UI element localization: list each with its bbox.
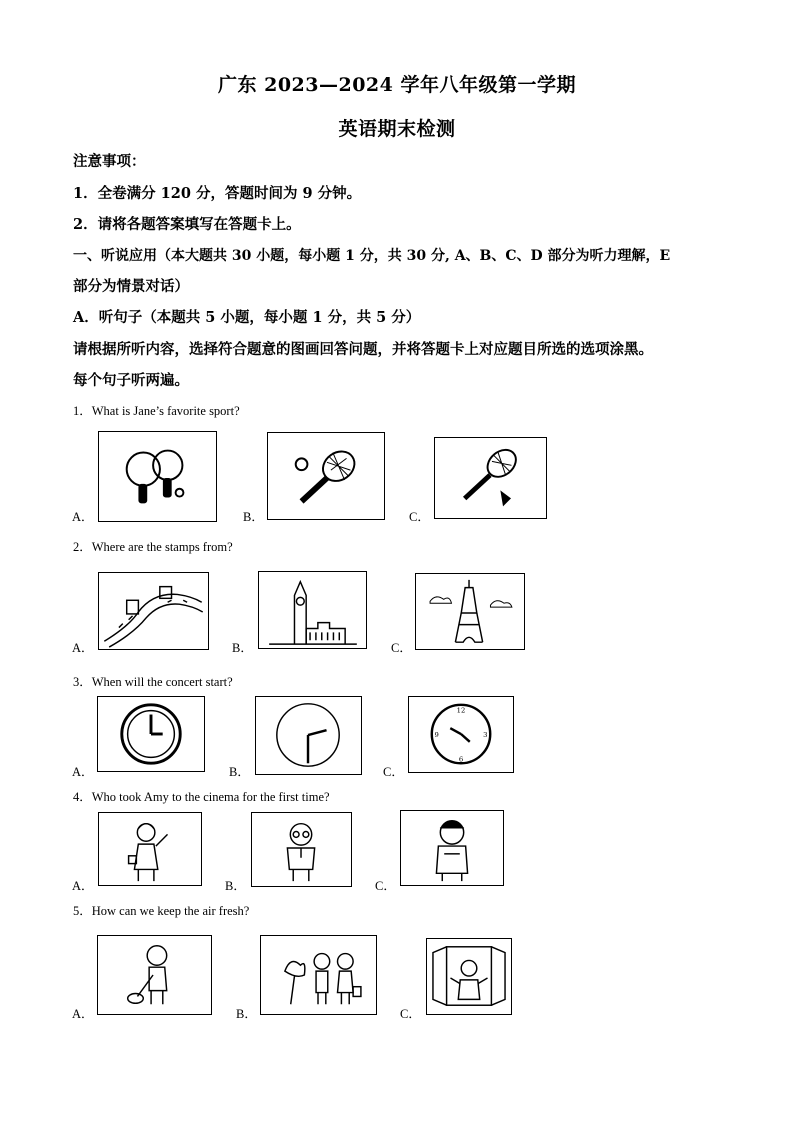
- grandmother-icon: [401, 811, 503, 885]
- q3-option-a-label[interactable]: A．: [72, 765, 94, 779]
- q4-option-b-image[interactable]: [251, 812, 352, 887]
- clock-icon: [256, 697, 361, 774]
- planting-tree-icon: [261, 936, 376, 1014]
- q3-option-c-label[interactable]: C．: [383, 765, 404, 779]
- q3-option-b-image[interactable]: [255, 696, 362, 775]
- q3-option-a-image[interactable]: [97, 696, 205, 772]
- tennis-icon: [268, 433, 384, 519]
- svg-text:3: 3: [483, 730, 488, 739]
- notes-item-1: 1．全卷满分 120 分，答题时间为 9 分钟。: [73, 185, 362, 202]
- q4-option-c-label[interactable]: C．: [375, 879, 396, 893]
- q5-option-a-label[interactable]: A．: [72, 1007, 94, 1021]
- section-title-line-1: 一、听说应用（本大题共 30 小题，每小题 1 分，共 30 分, A、B、C、D 部分为听力理解，E: [73, 248, 671, 264]
- page-subtitle: 英语期末检测: [338, 118, 456, 140]
- question-5: 5．How can we keep the air fresh?: [73, 904, 250, 918]
- q2-option-a-image[interactable]: [98, 572, 209, 650]
- open-window-icon: [427, 939, 511, 1014]
- svg-text:6: 6: [458, 755, 464, 764]
- eiffel-tower-icon: [416, 574, 524, 649]
- q5-option-b-image[interactable]: [260, 935, 377, 1015]
- notes-heading: 注意事项：: [73, 153, 146, 170]
- q1-option-c-image[interactable]: [434, 437, 547, 519]
- question-1: 1．What is Jane’s favorite sport?: [73, 404, 240, 418]
- q4-option-a-image[interactable]: [98, 812, 202, 886]
- q1-option-a-image[interactable]: [98, 431, 217, 522]
- woman-icon: [99, 813, 201, 885]
- section-title-line-2: 部分为情景对话）: [73, 278, 189, 295]
- part-a-title: A．听句子（本题共 5 小题，每小题 1 分，共 5 分）: [73, 309, 421, 326]
- big-ben-icon: [259, 572, 366, 648]
- q1-option-b-image[interactable]: [267, 432, 385, 520]
- badminton-icon: [435, 438, 546, 518]
- q5-option-c-image[interactable]: [426, 938, 512, 1015]
- q1-option-a-label[interactable]: A．: [72, 510, 94, 524]
- boy-sweeping-icon: [98, 936, 211, 1014]
- q4-option-c-image[interactable]: [400, 810, 504, 886]
- man-glasses-icon: [252, 813, 351, 886]
- great-wall-icon: [99, 573, 208, 649]
- q5-option-a-image[interactable]: [97, 935, 212, 1015]
- q2-option-b-image[interactable]: [258, 571, 367, 649]
- notes-item-2: 2．请将各题答案填写在答题卡上。: [73, 216, 301, 233]
- q1-option-c-label[interactable]: C．: [409, 510, 430, 524]
- q2-option-b-label[interactable]: B．: [232, 641, 253, 655]
- ping-pong-icon: [99, 432, 216, 521]
- question-2: 2．Where are the stamps from?: [73, 540, 233, 554]
- q2-option-c-label[interactable]: C．: [391, 641, 412, 655]
- svg-text:12: 12: [456, 706, 466, 715]
- q2-option-a-label[interactable]: A．: [72, 641, 94, 655]
- q4-option-a-label[interactable]: A．: [72, 879, 94, 893]
- instruction-line-1: 请根据所听内容，选择符合题意的图画回答问题，并将答题卡上对应题目所选的选项涂黑。: [73, 341, 653, 358]
- question-3: 3．When will the concert start?: [73, 675, 233, 689]
- q3-option-b-label[interactable]: B．: [229, 765, 250, 779]
- q5-option-c-label[interactable]: C．: [400, 1007, 421, 1021]
- instruction-line-2: 每个句子听两遍。: [73, 372, 189, 389]
- svg-text:9: 9: [434, 730, 439, 739]
- q3-option-c-image[interactable]: [408, 696, 514, 773]
- q5-option-b-label[interactable]: B．: [236, 1007, 257, 1021]
- page-title: 广东 2023—2024 学年八年级第一学期: [218, 74, 576, 96]
- clock-icon: [98, 697, 204, 771]
- clock-icon: [409, 697, 513, 772]
- q4-option-b-label[interactable]: B．: [225, 879, 246, 893]
- q1-option-b-label[interactable]: B．: [243, 510, 264, 524]
- q2-option-c-image[interactable]: [415, 573, 525, 650]
- question-4: 4．Who took Amy to the cinema for the first time?: [73, 790, 330, 804]
